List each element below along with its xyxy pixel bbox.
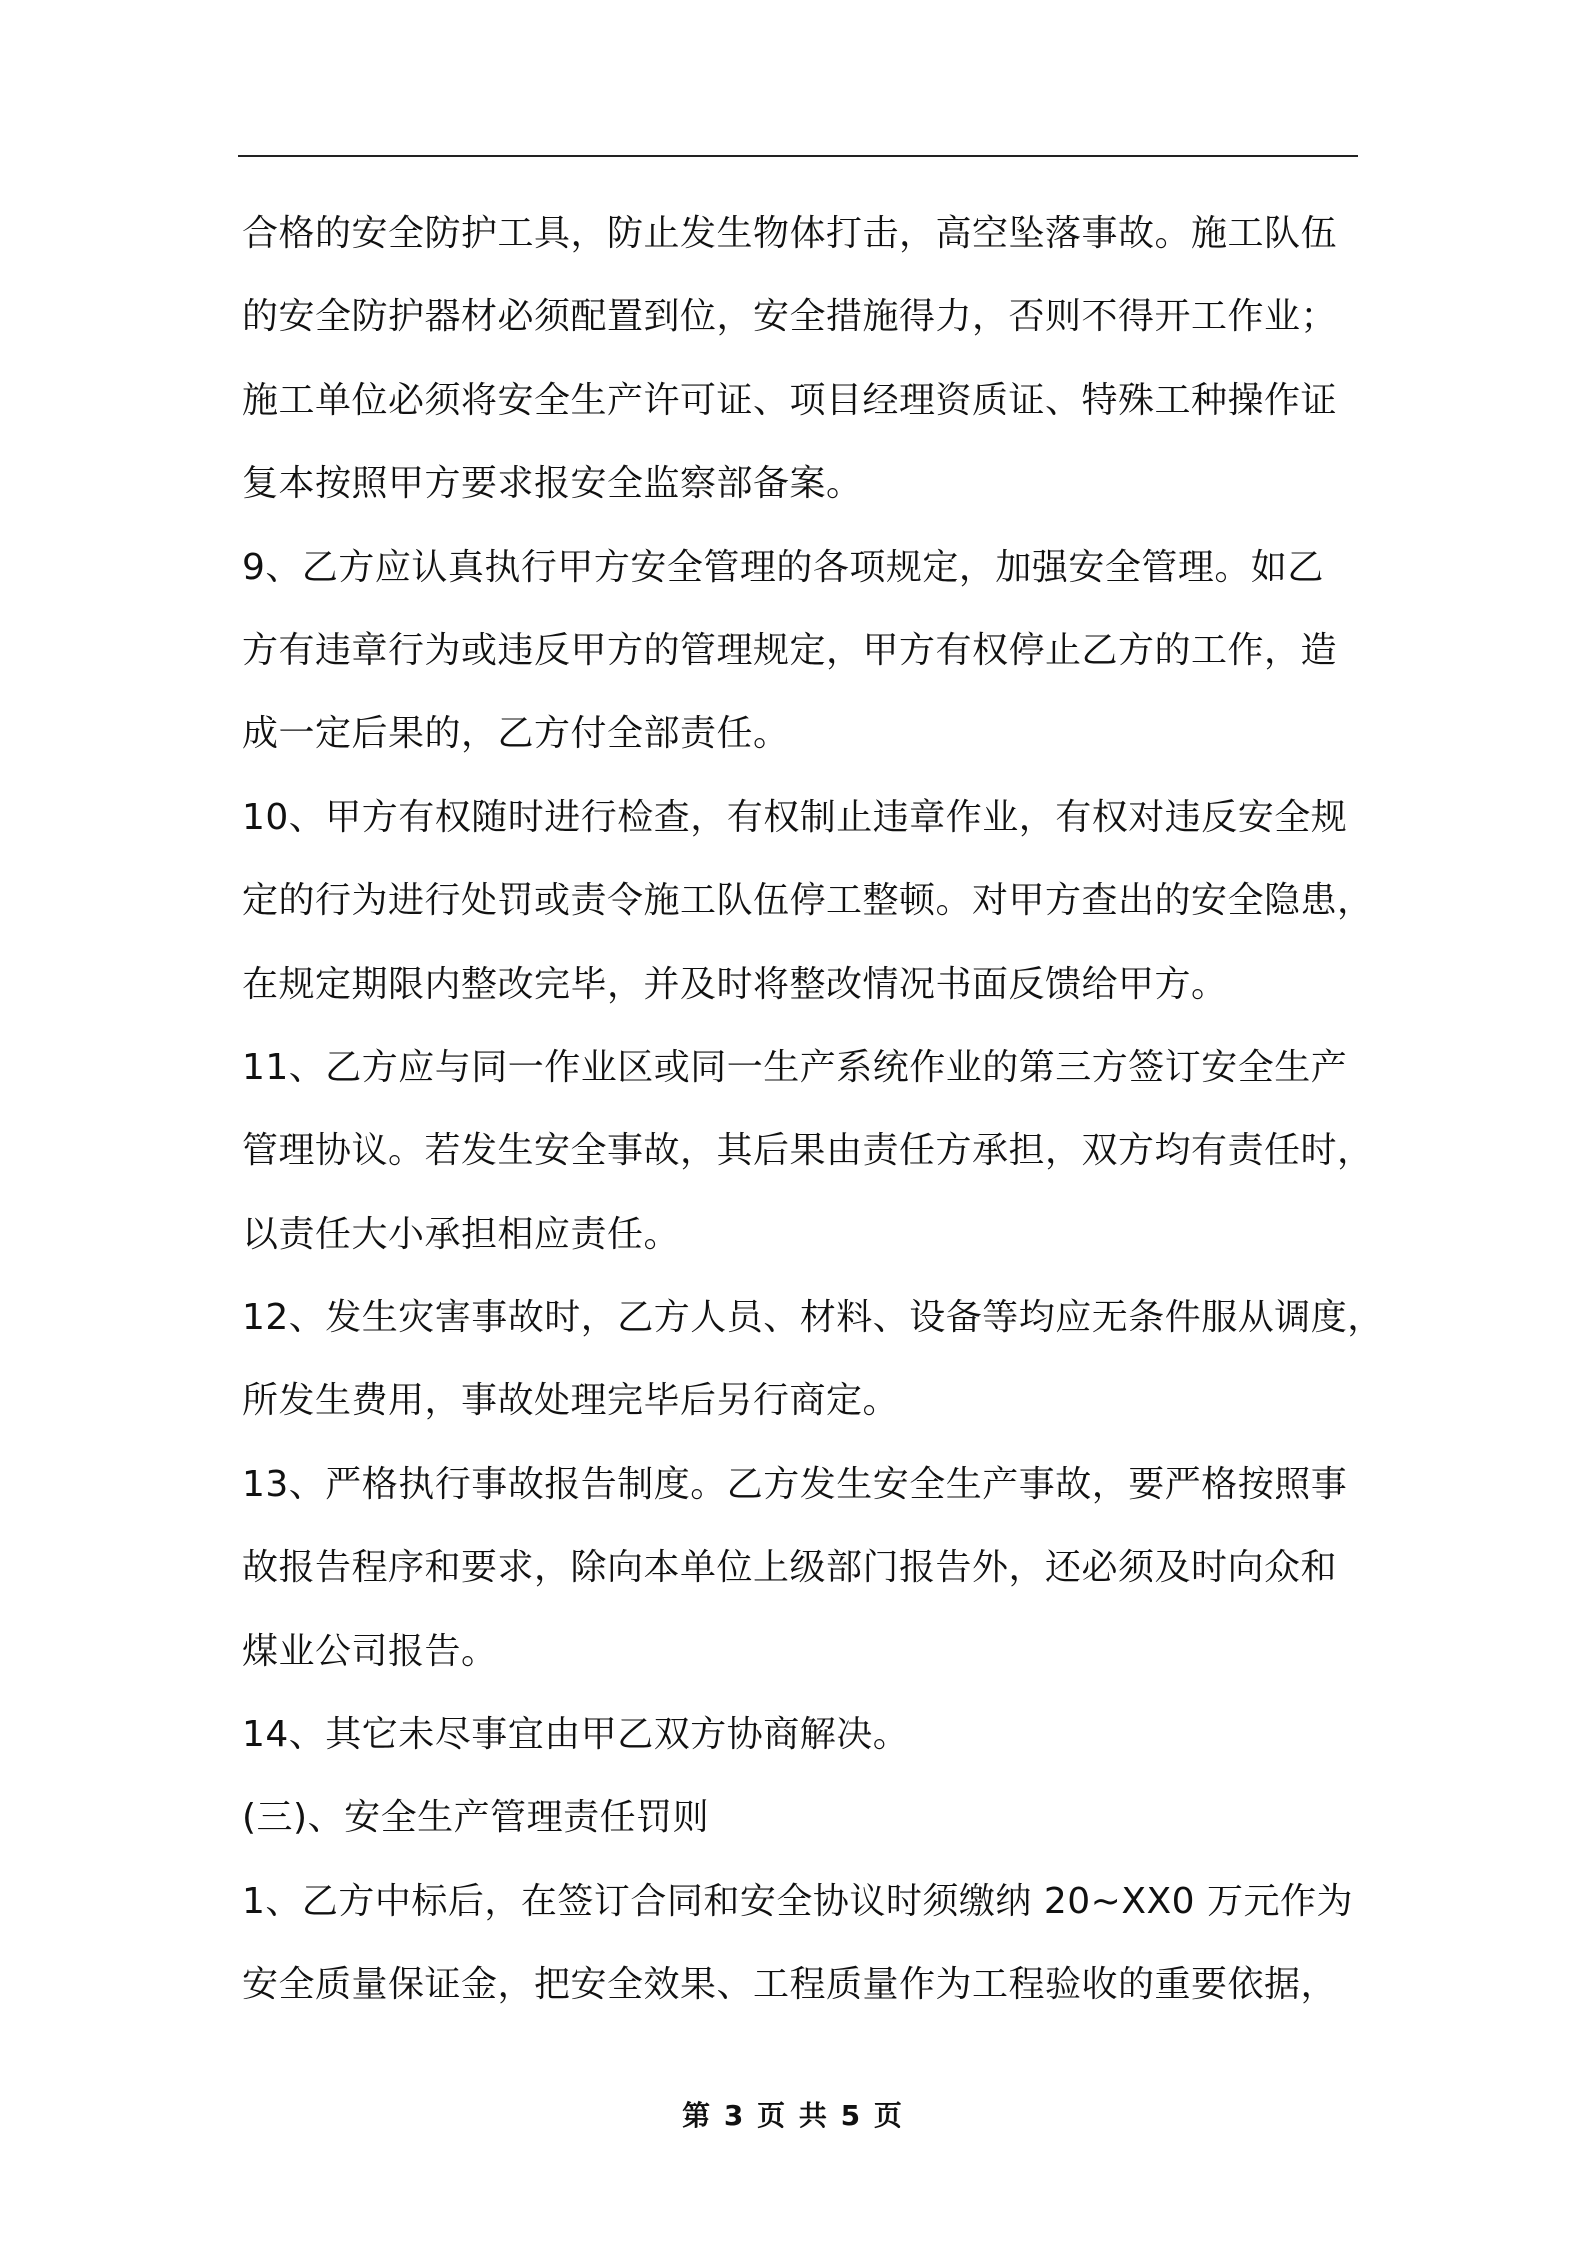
- text-line: 在规定期限内整改完毕，并及时将整改情况书面反馈给甲方。: [242, 963, 1228, 1005]
- text-line: 13、严格执行事故报告制度。乙方发生安全生产事故，要严格按照事: [242, 1463, 1348, 1505]
- text-line: 12、发生灾害事故时，乙方人员、材料、设备等均应无条件服从调度，: [242, 1297, 1384, 1339]
- text-line: 煤业公司报告。: [242, 1630, 498, 1672]
- text-line: 10、甲方有权随时进行检查，有权制止违章作业，有权对违反安全规: [242, 796, 1348, 838]
- text-line: 复本按照甲方要求报安全监察部备案。: [242, 463, 863, 505]
- text-line: 的安全防护器材必须配置到位，安全措施得力，否则不得开工作业；: [242, 296, 1338, 338]
- section-heading: (三)、安全生产管理责任罚则: [242, 1797, 710, 1839]
- text-line: 安全质量保证金，把安全效果、工程质量作为工程验收的重要依据，: [242, 1964, 1338, 2006]
- text-line: 故报告程序和要求，除向本单位上级部门报告外，还必须及时向众和: [242, 1547, 1338, 1589]
- text-line: 管理协议。若发生安全事故，其后果由责任方承担，双方均有责任时，: [242, 1130, 1374, 1172]
- document-body: [242, 192, 1384, 2027]
- text-line: 1、乙方中标后，在签订合同和安全协议时须缴纳 20~XX0 万元作为: [242, 1880, 1353, 1922]
- text-line: 11、乙方应与同一作业区或同一生产系统作业的第三方签订安全生产: [242, 1046, 1348, 1088]
- text-line: 合格的安全防护工具，防止发生物体打击，高空坠落事故。施工队伍: [242, 213, 1338, 254]
- text-line: 成一定后果的，乙方付全部责任。: [242, 713, 790, 755]
- text-line: 施工单位必须将安全生产许可证、项目经理资质证、特殊工种操作证: [242, 379, 1338, 421]
- header-rule: [238, 155, 1358, 157]
- text-line: 9、乙方应认真执行甲方安全管理的各项规定，加强安全管理。如乙: [242, 546, 1324, 588]
- text-line: 14、其它未尽事宜由甲乙双方协商解决。: [242, 1714, 910, 1756]
- text-line: 所发生费用，事故处理完毕后另行商定。: [242, 1380, 900, 1422]
- text-line: 方有违章行为或违反甲方的管理规定，甲方有权停止乙方的工作，造: [242, 629, 1338, 671]
- text-line: 以责任大小承担相应责任。: [242, 1213, 681, 1255]
- page-footer: 第 3 页 共 5 页: [682, 2099, 904, 2132]
- text-line: 定的行为进行处罚或责令施工队伍停工整顿。对甲方查出的安全隐患，: [242, 880, 1374, 922]
